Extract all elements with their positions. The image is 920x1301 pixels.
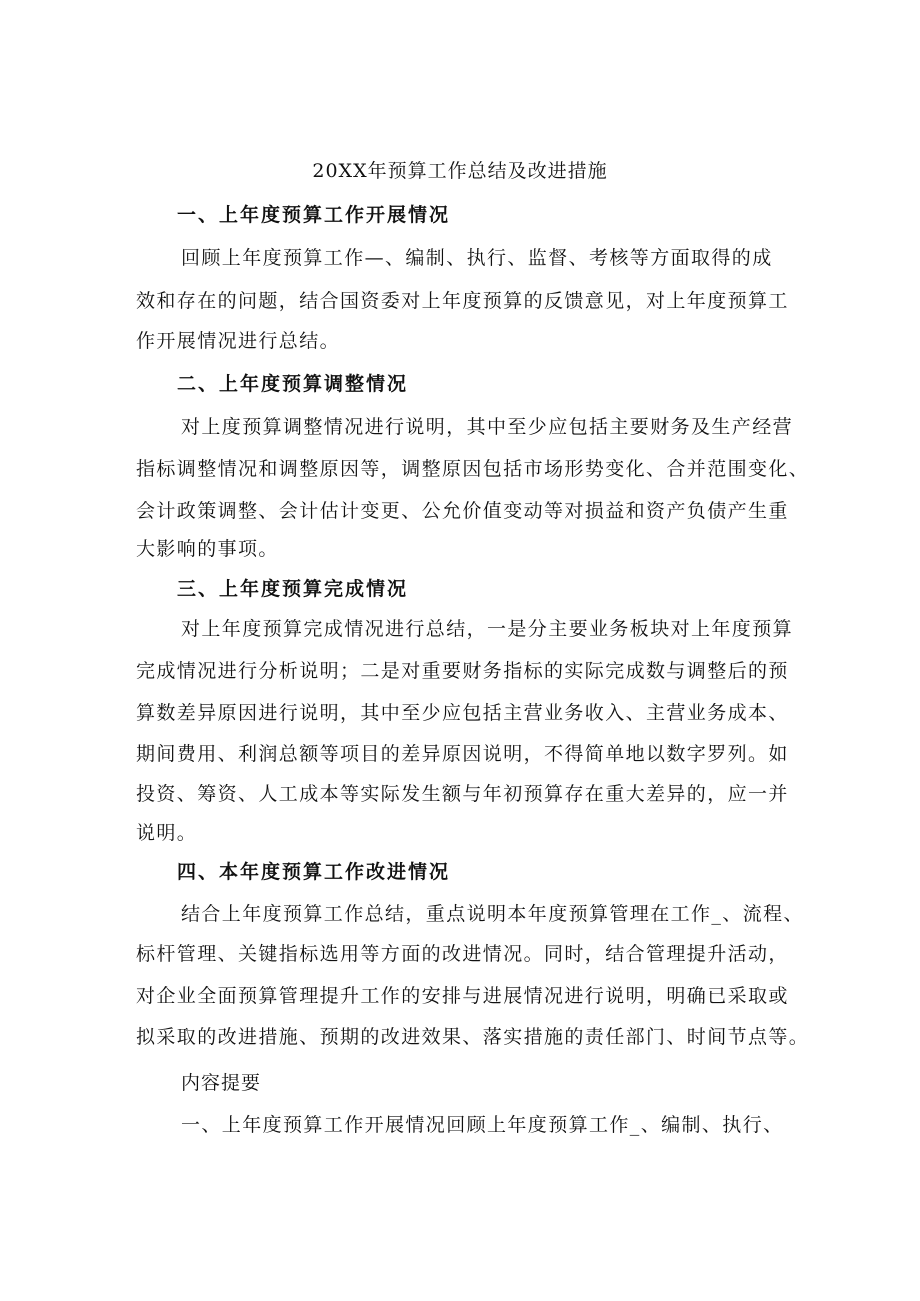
section-1-heading: 一、上年度预算工作开展情况	[177, 204, 451, 226]
section-2-heading: 二、上年度预算调整情况	[177, 373, 409, 395]
section-1-line-3: 作开展情况进行总结。	[136, 330, 341, 352]
section-1-line-1: 回顾上年度预算工作—、编制、执行、监督、考核等方面取得的成	[181, 247, 773, 269]
section-2-line-4: 大影响的事项。	[136, 538, 279, 560]
section-3-line-2: 完成情况进行分析说明；二是对重要财务指标的实际完成数与调整后的预	[136, 660, 789, 682]
section-4-line-2: 标杆管理、关键指标选用等方面的改进情况。同时，结合管理提升活动，	[136, 943, 789, 965]
section-1-line-2: 效和存在的问题，结合国资委对上年度预算的反馈意见，对上年度预算工	[136, 290, 789, 312]
section-3-line-3: 算数差异原因进行说明，其中至少应包括主营业务收入、主营业务成本、	[136, 702, 789, 724]
section-4-line-3: 对企业全面预算管理提升工作的安排与进展情况进行说明，明确已采取或	[136, 985, 789, 1007]
section-3-line-6: 说明。	[136, 822, 198, 844]
section-3-line-4: 期间费用、利润总额等项目的差异原因说明，不得简单地以数字罗列。如	[136, 743, 789, 765]
section-4-line-1: 结合上年度预算工作总结，重点说明本年度预算管理在工作_、流程、	[181, 903, 804, 925]
section-2-line-2: 指标调整情况和调整原因等，调整原因包括市场形势变化、合并范围变化、	[136, 458, 810, 480]
section-2-line-3: 会计政策调整、会计估计变更、公允价值变动等对损益和资产负债产生重	[136, 500, 789, 522]
summary-label: 内容提要	[181, 1072, 262, 1094]
section-3-line-1: 对上年度预算完成情况进行总结，一是分主要业务板块对上年度预算	[181, 618, 794, 640]
section-2-line-1: 对上度预算调整情况进行说明，其中至少应包括主要财务及生产经营	[181, 416, 794, 438]
section-3-heading: 三、上年度预算完成情况	[177, 578, 409, 600]
section-4-heading: 四、本年度预算工作改进情况	[177, 861, 451, 883]
section-4-line-4: 拟采取的改进措施、预期的改进效果、落实措施的责任部门、时间节点等。	[136, 1026, 810, 1048]
section-3-line-5: 投资、筹资、人工成本等实际发生额与年初预算存在重大差异的，应一并	[136, 783, 789, 805]
document-title: 20XX年预算工作总结及改进措施	[312, 160, 608, 182]
summary-line: 一、上年度预算工作开展情况回顾上年度预算工作_、编制、执行、	[181, 1114, 784, 1136]
